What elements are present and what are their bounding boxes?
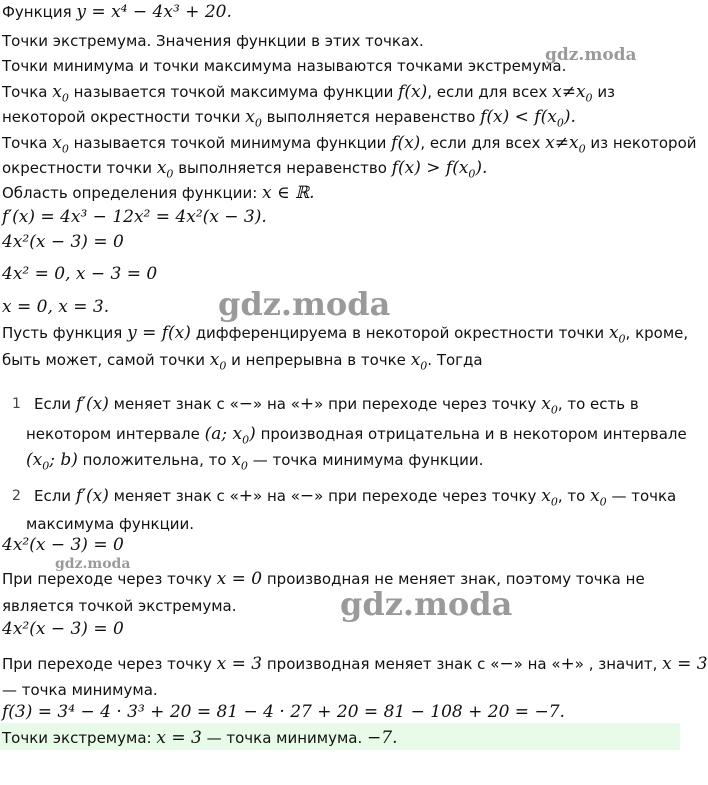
list-item-number-2: 2 [12,488,21,504]
max-definition-line2: некоторой окрестности точки $x_0$ выполняется неравенство $f(x) < f(x_0)$. [2,107,576,130]
watermark-large-2: gdz.moda [340,585,513,623]
equation-2: 4x² = 0, x − 3 = 0 [2,264,158,284]
list-item-1-line2: некотором интервале (a; $x_0$) производная отрицательна и в некотором интервале [26,424,687,447]
function-line: Функция y = x⁴ − 4x³ + 20. [2,2,232,22]
domain-line: Область определения функции: x ∈ ℝ. [2,183,315,203]
equation-1: 4x²(x − 3) = 0 [2,232,124,252]
list-item-number-1: 1 [12,396,21,412]
watermark-small-2: gdz.moda [55,556,131,572]
extremum-title: Точки экстремума. Значения функции в этих точках. [2,32,424,50]
watermark-large: gdz.moda [218,285,391,323]
at-three-line1: При переходе через точку x = 3 производная меняет знак с «−» на «+» , значит, x = 3 [2,654,708,674]
min-definition-line1: Точка $x_0$ называется точкой минимума функции f(x), если для всех $x\ne x_0$ из некоторой [2,133,697,156]
equation-repeat-2: 4x²(x − 3) = 0 [2,619,124,639]
watermark-small: gdz.moda [545,45,637,65]
equation-3: x = 0, x = 3. [2,297,110,317]
extremum-definition: Точки минимума и точки максимума называются точками экстремума. [2,57,567,75]
list-item-1-line1: Если f′(x) меняет знак с «−» на «+» при переходе через точку $x_0$, то есть в [34,394,639,417]
derivative-line: f′(x) = 4x³ − 12x² = 4x²(x − 3). [2,207,267,227]
min-definition-line2: окрестности точки $x_0$ выполняется неравенство $f(x) > f(x_0)$. [2,158,488,181]
at-zero-line2: является точкой экстремума. [2,597,237,615]
max-definition-line1: Точка $x_0$ называется точкой максимума функции f(x), если для всех $x\ne x_0$ из [2,82,616,105]
list-item-2-line2: максимума функции. [26,515,195,533]
theorem-line1: Пусть функция y = f(x) дифференцируема в некоторой окрестности точки $x_0$, кроме, [2,323,689,346]
answer-line: Точки экстремума: x = 3 — точка минимума. −7. [2,728,398,748]
equation-repeat-1: 4x²(x − 3) = 0 [2,535,124,555]
f3-computation: f(3) = 3⁴ − 4 · 3³ + 20 = 81 − 4 · 27 + 20 = 81 − 108 + 20 = −7. [2,702,565,722]
list-item-1-line3: ($x_0$; b) положительна, то $x_0$ — точка минимума функции. [26,450,484,473]
at-zero-line1: При переходе через точку x = 0 производная не меняет знак, поэтому точка не [2,569,645,589]
at-three-line2: — точка минимума. [2,681,158,699]
list-item-2-line1: Если f′(x) меняет знак с «+» на «−» при переходе через точку $x_0$, то $x_0$ — точка [34,486,677,509]
theorem-line2: быть может, самой точки $x_0$ и непрерывна в точке $x_0$. Тогда [2,350,483,373]
